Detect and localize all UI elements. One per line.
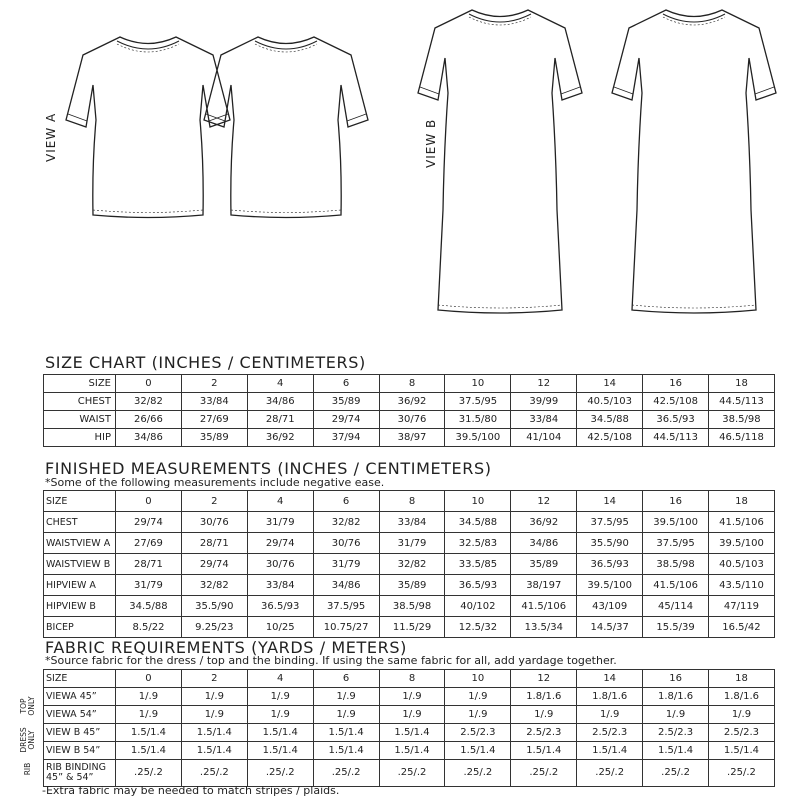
table-cell: 1/.9 <box>181 688 247 706</box>
table-cell: 38.5/98 <box>709 411 775 429</box>
table-cell: 33/84 <box>181 393 247 411</box>
table-row <box>44 706 775 724</box>
table-cell: 37.5/95 <box>643 533 709 554</box>
finished-measurements-note: *Some of the following measurements include negative ease. <box>45 476 385 489</box>
view-a-front-illustration <box>66 37 230 218</box>
table-cell: 8 <box>379 491 445 512</box>
table-cell: 39.5/100 <box>445 429 511 447</box>
table-cell: 1/.9 <box>577 706 643 724</box>
table-cell: 30/76 <box>247 554 313 575</box>
row-label: WAISTVIEW B <box>44 554 116 575</box>
table-cell: 44.5/113 <box>709 393 775 411</box>
table-cell: 43/109 <box>577 596 643 617</box>
table-cell: 29/74 <box>181 554 247 575</box>
finished-measurements-title: FINISHED MEASUREMENTS (INCHES / CENTIMETERS) <box>45 459 492 478</box>
table-cell: 29/74 <box>247 533 313 554</box>
table-cell: 28/71 <box>181 533 247 554</box>
table-cell: 41.5/106 <box>709 512 775 533</box>
table-cell: 1.5/1.4 <box>247 724 313 742</box>
table-cell: 1/.9 <box>181 706 247 724</box>
table-cell: 31/79 <box>379 533 445 554</box>
table-cell: 1.5/1.4 <box>181 742 247 760</box>
table-cell: 1/.9 <box>511 706 577 724</box>
table-cell: 1/.9 <box>445 706 511 724</box>
table-cell: 1.8/1.6 <box>643 688 709 706</box>
table-cell: 1.5/1.4 <box>643 742 709 760</box>
table-cell: 39.5/100 <box>709 533 775 554</box>
table-row <box>44 411 775 429</box>
table-cell: 18 <box>709 375 775 393</box>
table-cell: 8 <box>379 375 445 393</box>
table-cell: 12 <box>511 670 577 688</box>
table-cell: 1.5/1.4 <box>313 742 379 760</box>
table-cell: 33/84 <box>247 575 313 596</box>
row-label: HIPVIEW A <box>44 575 116 596</box>
garment-illustrations <box>0 0 803 345</box>
table-cell: 1.5/1.4 <box>313 724 379 742</box>
table-cell: .25/.2 <box>116 760 182 787</box>
table-cell: 16 <box>643 670 709 688</box>
table-cell: 1.8/1.6 <box>511 688 577 706</box>
table-cell: 32/82 <box>181 575 247 596</box>
table-cell: 38.5/98 <box>643 554 709 575</box>
table-cell: 1.5/1.4 <box>577 742 643 760</box>
table-row <box>44 617 775 638</box>
row-label: VIEWA 45” <box>44 688 116 706</box>
table-cell: 32/82 <box>313 512 379 533</box>
table-cell: 1/.9 <box>116 688 182 706</box>
table-cell: 36.5/93 <box>643 411 709 429</box>
table-cell: 31/79 <box>247 512 313 533</box>
table-cell: 35/89 <box>379 575 445 596</box>
table-cell: 2.5/2.3 <box>643 724 709 742</box>
table-cell: 18 <box>709 491 775 512</box>
table-cell: 9.25/23 <box>181 617 247 638</box>
table-cell: 41.5/106 <box>511 596 577 617</box>
view-a-label: VIEW A <box>44 112 58 162</box>
table-cell: 2.5/2.3 <box>511 724 577 742</box>
table-cell: 4 <box>247 375 313 393</box>
table-cell: 30/76 <box>313 533 379 554</box>
table-cell: 14 <box>577 670 643 688</box>
table-cell: 27/69 <box>181 411 247 429</box>
table-cell: 34.5/88 <box>577 411 643 429</box>
table-cell: 18 <box>709 670 775 688</box>
table-cell: 1.5/1.4 <box>116 724 182 742</box>
size-chart-table <box>43 374 775 447</box>
table-cell: .25/.2 <box>379 760 445 787</box>
table-cell: 8 <box>379 670 445 688</box>
table-cell: 1/.9 <box>313 706 379 724</box>
table-cell: 16.5/42 <box>709 617 775 638</box>
table-cell: 33/84 <box>511 411 577 429</box>
table-cell: 34/86 <box>511 533 577 554</box>
table-cell: 16 <box>643 491 709 512</box>
table-cell: 39.5/100 <box>643 512 709 533</box>
table-cell: 14 <box>577 491 643 512</box>
row-label: CHEST <box>44 393 116 411</box>
table-cell: 29/74 <box>116 512 182 533</box>
view-b-back-illustration <box>612 10 776 313</box>
table-cell: 33/84 <box>379 512 445 533</box>
table-cell: 43.5/110 <box>709 575 775 596</box>
table-cell: 39.5/100 <box>577 575 643 596</box>
table-cell: 32/82 <box>379 554 445 575</box>
table-cell: 31/79 <box>313 554 379 575</box>
table-header-row <box>44 375 775 393</box>
table-cell: .25/.2 <box>709 760 775 787</box>
table-cell: 40.5/103 <box>577 393 643 411</box>
row-label: SIZE <box>44 491 116 512</box>
table-cell: 6 <box>313 670 379 688</box>
row-label: CHEST <box>44 512 116 533</box>
fabric-requirements-table <box>43 669 775 787</box>
table-cell: 42.5/108 <box>643 393 709 411</box>
table-cell: 2 <box>181 491 247 512</box>
table-cell: 1.5/1.4 <box>379 724 445 742</box>
table-cell: .25/.2 <box>643 760 709 787</box>
table-cell: 31/79 <box>116 575 182 596</box>
table-cell: 33.5/85 <box>445 554 511 575</box>
table-cell: 34/86 <box>116 429 182 447</box>
table-cell: 0 <box>116 670 182 688</box>
table-cell: 39/99 <box>511 393 577 411</box>
table-cell: 35.5/90 <box>181 596 247 617</box>
table-cell: 12 <box>511 491 577 512</box>
table-cell: 37/94 <box>313 429 379 447</box>
table-row <box>44 742 775 760</box>
table-cell: 35/89 <box>181 429 247 447</box>
table-cell: 34/86 <box>247 393 313 411</box>
table-row <box>44 554 775 575</box>
row-label: VIEW B 54” <box>44 742 116 760</box>
table-cell: 10 <box>445 375 511 393</box>
table-cell: 37.5/95 <box>313 596 379 617</box>
table-cell: 28/71 <box>247 411 313 429</box>
table-cell: .25/.2 <box>247 760 313 787</box>
table-cell: 37.5/95 <box>577 512 643 533</box>
table-cell: .25/.2 <box>181 760 247 787</box>
table-cell: 34/86 <box>313 575 379 596</box>
table-cell: 14 <box>577 375 643 393</box>
side-label-dress-only: DRESS ONLY <box>19 727 36 753</box>
table-cell: 6 <box>313 491 379 512</box>
table-cell: 10/25 <box>247 617 313 638</box>
table-row <box>44 724 775 742</box>
table-cell: 1/.9 <box>445 688 511 706</box>
table-cell: 0 <box>116 375 182 393</box>
table-cell: 36/92 <box>511 512 577 533</box>
table-cell: .25/.2 <box>577 760 643 787</box>
table-cell: 38/197 <box>511 575 577 596</box>
table-cell: 12 <box>511 375 577 393</box>
table-cell: 27/69 <box>116 533 182 554</box>
table-cell: 40/102 <box>445 596 511 617</box>
table-cell: 0 <box>116 491 182 512</box>
table-cell: 34.5/88 <box>116 596 182 617</box>
table-cell: 1/.9 <box>247 706 313 724</box>
table-cell: 2.5/2.3 <box>709 724 775 742</box>
table-cell: 1/.9 <box>709 706 775 724</box>
table-cell: 11.5/29 <box>379 617 445 638</box>
table-cell: 2 <box>181 670 247 688</box>
table-cell: 41.5/106 <box>643 575 709 596</box>
table-cell: 14.5/37 <box>577 617 643 638</box>
table-cell: 42.5/108 <box>577 429 643 447</box>
table-cell: 36/92 <box>379 393 445 411</box>
table-cell: 1.8/1.6 <box>709 688 775 706</box>
table-row <box>44 429 775 447</box>
table-cell: 32.5/83 <box>445 533 511 554</box>
table-cell: 1.5/1.4 <box>247 742 313 760</box>
fabric-requirements-note: *Source fabric for the dress / top and the binding. If using the same fabric for all, add yardage together. <box>45 654 617 667</box>
size-chart-title: SIZE CHART (INCHES / CENTIMETERS) <box>45 353 366 372</box>
table-cell: 36/92 <box>247 429 313 447</box>
table-cell: 1.5/1.4 <box>181 724 247 742</box>
table-row <box>44 533 775 554</box>
table-cell: 28/71 <box>116 554 182 575</box>
table-cell: 1/.9 <box>116 706 182 724</box>
table-cell: 36.5/93 <box>445 575 511 596</box>
table-cell: 41/104 <box>511 429 577 447</box>
row-label: BICEP <box>44 617 116 638</box>
table-cell: 10.75/27 <box>313 617 379 638</box>
row-label: SIZE <box>44 375 116 393</box>
table-cell: 1.5/1.4 <box>709 742 775 760</box>
table-cell: 26/66 <box>116 411 182 429</box>
table-cell: 13.5/34 <box>511 617 577 638</box>
table-cell: 1.5/1.4 <box>116 742 182 760</box>
table-cell: 45/114 <box>643 596 709 617</box>
row-label: VIEWA 54” <box>44 706 116 724</box>
table-cell: 1.8/1.6 <box>577 688 643 706</box>
table-cell: 2.5/2.3 <box>445 724 511 742</box>
table-cell: 1.5/1.4 <box>445 742 511 760</box>
table-cell: 2 <box>181 375 247 393</box>
row-label: HIP <box>44 429 116 447</box>
table-cell: 38/97 <box>379 429 445 447</box>
table-cell: 31.5/80 <box>445 411 511 429</box>
table-cell: 36.5/93 <box>577 554 643 575</box>
view-b-label: VIEW B <box>424 118 438 168</box>
fabric-requirements-title: FABRIC REQUIREMENTS (YARDS / METERS) <box>45 638 407 657</box>
table-cell: .25/.2 <box>511 760 577 787</box>
table-cell: 16 <box>643 375 709 393</box>
table-row <box>44 575 775 596</box>
table-cell: 4 <box>247 670 313 688</box>
table-row <box>44 393 775 411</box>
table-cell: 35/89 <box>313 393 379 411</box>
table-cell: 10 <box>445 491 511 512</box>
table-cell: 34.5/88 <box>445 512 511 533</box>
row-label: WAISTVIEW A <box>44 533 116 554</box>
table-cell: 8.5/22 <box>116 617 182 638</box>
table-cell: 1.5/1.4 <box>511 742 577 760</box>
table-cell: 35/89 <box>511 554 577 575</box>
view-b-front-illustration <box>418 10 582 313</box>
table-cell: 35.5/90 <box>577 533 643 554</box>
table-cell: 29/74 <box>313 411 379 429</box>
side-label-top-only: TOP ONLY <box>19 696 36 716</box>
table-cell: 30/76 <box>379 411 445 429</box>
table-cell: 38.5/98 <box>379 596 445 617</box>
table-cell: 37.5/95 <box>445 393 511 411</box>
row-label: RIB BINDING 45” & 54” <box>44 760 116 787</box>
table-cell: 1/.9 <box>247 688 313 706</box>
table-row <box>44 688 775 706</box>
table-cell: 32/82 <box>116 393 182 411</box>
row-label: HIPVIEW B <box>44 596 116 617</box>
table-cell: 1.5/1.4 <box>379 742 445 760</box>
table-row <box>44 596 775 617</box>
table-cell: 10 <box>445 670 511 688</box>
table-cell: 36.5/93 <box>247 596 313 617</box>
finished-measurements-table <box>43 490 775 638</box>
table-cell: 1/.9 <box>379 688 445 706</box>
side-label-rib: RIB <box>23 762 32 776</box>
row-label: SIZE <box>44 670 116 688</box>
table-cell: .25/.2 <box>313 760 379 787</box>
table-cell: 46.5/118 <box>709 429 775 447</box>
table-cell: 15.5/39 <box>643 617 709 638</box>
table-row <box>44 760 775 787</box>
table-header-row <box>44 670 775 688</box>
table-cell: 2.5/2.3 <box>577 724 643 742</box>
table-cell: 1/.9 <box>313 688 379 706</box>
table-cell: 6 <box>313 375 379 393</box>
table-cell: 4 <box>247 491 313 512</box>
table-cell: 12.5/32 <box>445 617 511 638</box>
table-header-row <box>44 491 775 512</box>
table-cell: 47/119 <box>709 596 775 617</box>
row-label: VIEW B 45” <box>44 724 116 742</box>
table-row <box>44 512 775 533</box>
table-cell: 44.5/113 <box>643 429 709 447</box>
view-a-back-illustration <box>204 37 368 218</box>
table-cell: 40.5/103 <box>709 554 775 575</box>
table-cell: .25/.2 <box>445 760 511 787</box>
table-cell: 1/.9 <box>643 706 709 724</box>
row-label: WAIST <box>44 411 116 429</box>
table-cell: 1/.9 <box>379 706 445 724</box>
footnote: -Extra fabric may be needed to match stripes / plaids. <box>42 784 340 797</box>
table-cell: 30/76 <box>181 512 247 533</box>
